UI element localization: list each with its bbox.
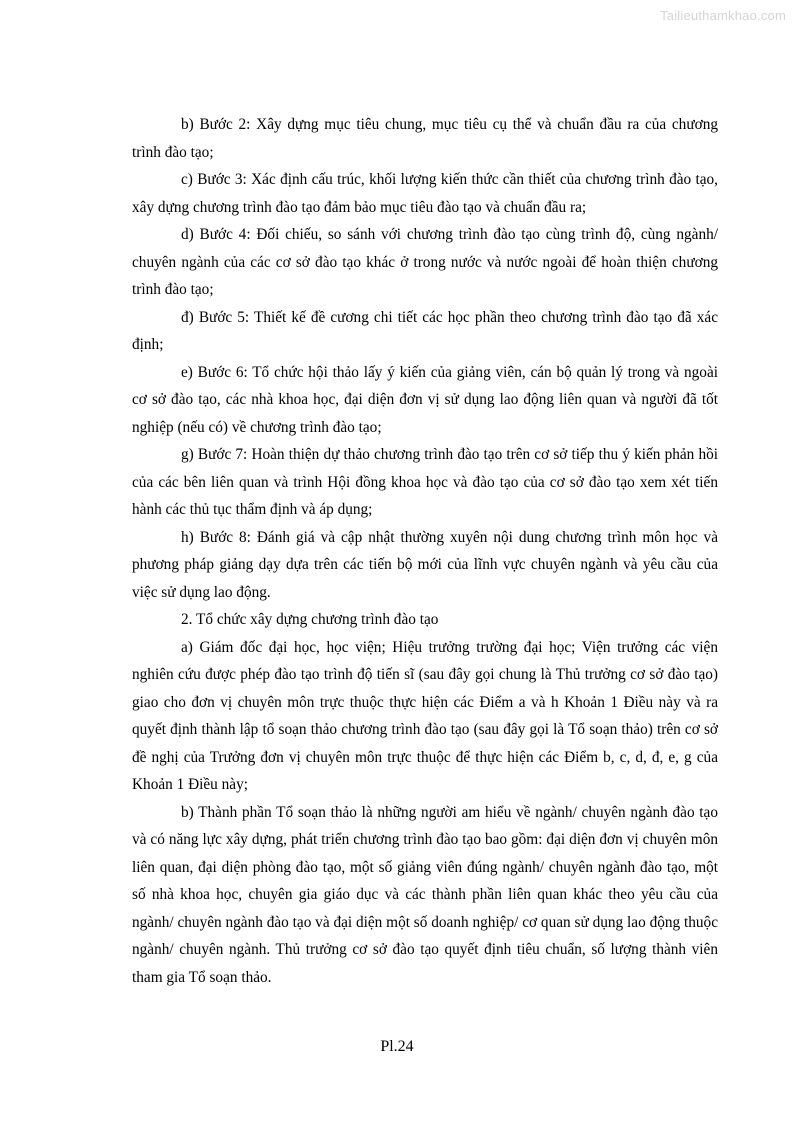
section-heading-2: 2. Tổ chức xây dựng chương trình đào tạo [181,611,439,628]
watermark-text: Tailieuthamkhao.com [660,8,786,23]
page-number: Pl.24 [380,1038,414,1055]
paragraph-step-2: b) Bước 2: Xây dựng mục tiêu chung, mục tiêu cụ thể và chuẩn đầu ra của chương trình đào tạo; [132,116,718,161]
paragraph-step-7: g) Bước 7: Hoàn thiện dự thảo chương trình đào tạo trên cơ sở tiếp thu ý kiến phản hồi của các bên liên quan và trình Hội đồng khoa học và đào tạo của cơ sở đào tạo xem xét tiến hành các thủ tục thẩm định và áp dụng; [132,446,718,518]
paragraph-step-4: d) Bước 4: Đối chiếu, so sánh với chương trình đào tạo cùng trình độ, cùng ngành/ chuyên ngành của các cơ sở đào tạo khác ở trong nước và nước ngoài để hoàn thiện chương trình đào tạo; [132,226,718,298]
paragraph-step-3: c) Bước 3: Xác định cấu trúc, khối lượng kiến thức cần thiết của chương trình đào tạo, xây dựng chương trình đào tạo đảm bảo mục tiêu đào tạo và chuẩn đầu ra; [132,171,718,216]
paragraph-2a: a) Giám đốc đại học, học viện; Hiệu trưởng trường đại học; Viện trưởng các viện nghiên cứu được phép đào tạo trình độ tiến sĩ (sau đây gọi chung là Thủ trưởng cơ sở đào tạo) giao cho đơn vị chuyên môn trực thuộc thực hiện các Điểm a và h Khoản 1 Điều này và ra quyết định thành lập tổ soạn thảo chương trình đào tạo (sau đây gọi là Tổ soạn thảo) trên cơ sở đề nghị của Trưởng đơn vị chuyên môn trực thuộc để thực hiện các Điểm b, c, d, đ, e, g của Khoản 1 Điều này; [132,638,718,793]
document-body [132,111,718,991]
paragraph-2b: b) Thành phần Tổ soạn thảo là những người am hiểu về ngành/ chuyên ngành đào tạo và có năng lực xây dựng, phát triển chương trình đào tạo bao gồm: đại diện đơn vị chuyên môn liên quan, đại diện phòng đào tạo, một số giảng viên đúng ngành/ chuyên ngành đào tạo, một số nhà khoa học, chuyên gia giáo dục và các thành phần liên quan khác theo yêu cầu của ngành/ chuyên ngành đào tạo và đại diện một số doanh nghiệp/ cơ quan sử dụng lao động thuộc ngành/ chuyên ngành. Thủ trưởng cơ sở đào tạo quyết định tiêu chuẩn, số lượng thành viên tham gia Tổ soạn thảo. [132,803,718,986]
paragraph-step-5: đ) Bước 5: Thiết kế đề cương chi tiết các học phần theo chương trình đào tạo đã xác định; [132,308,718,353]
paragraph-step-6: e) Bước 6: Tổ chức hội thảo lấy ý kiến của giảng viên, cán bộ quản lý trong và ngoài cơ sở đào tạo, các nhà khoa học, đại diện đơn vị sử dụng lao động liên quan và người đã tốt nghiệp (nếu có) về chương trình đào tạo; [132,363,718,436]
paragraph-step-8: h) Bước 8: Đánh giá và cập nhật thường xuyên nội dung chương trình môn học và phương pháp giảng dạy dựa trên các tiến bộ mới của lĩnh vực chuyên ngành và yêu cầu của việc sử dụng lao động. [132,528,718,601]
